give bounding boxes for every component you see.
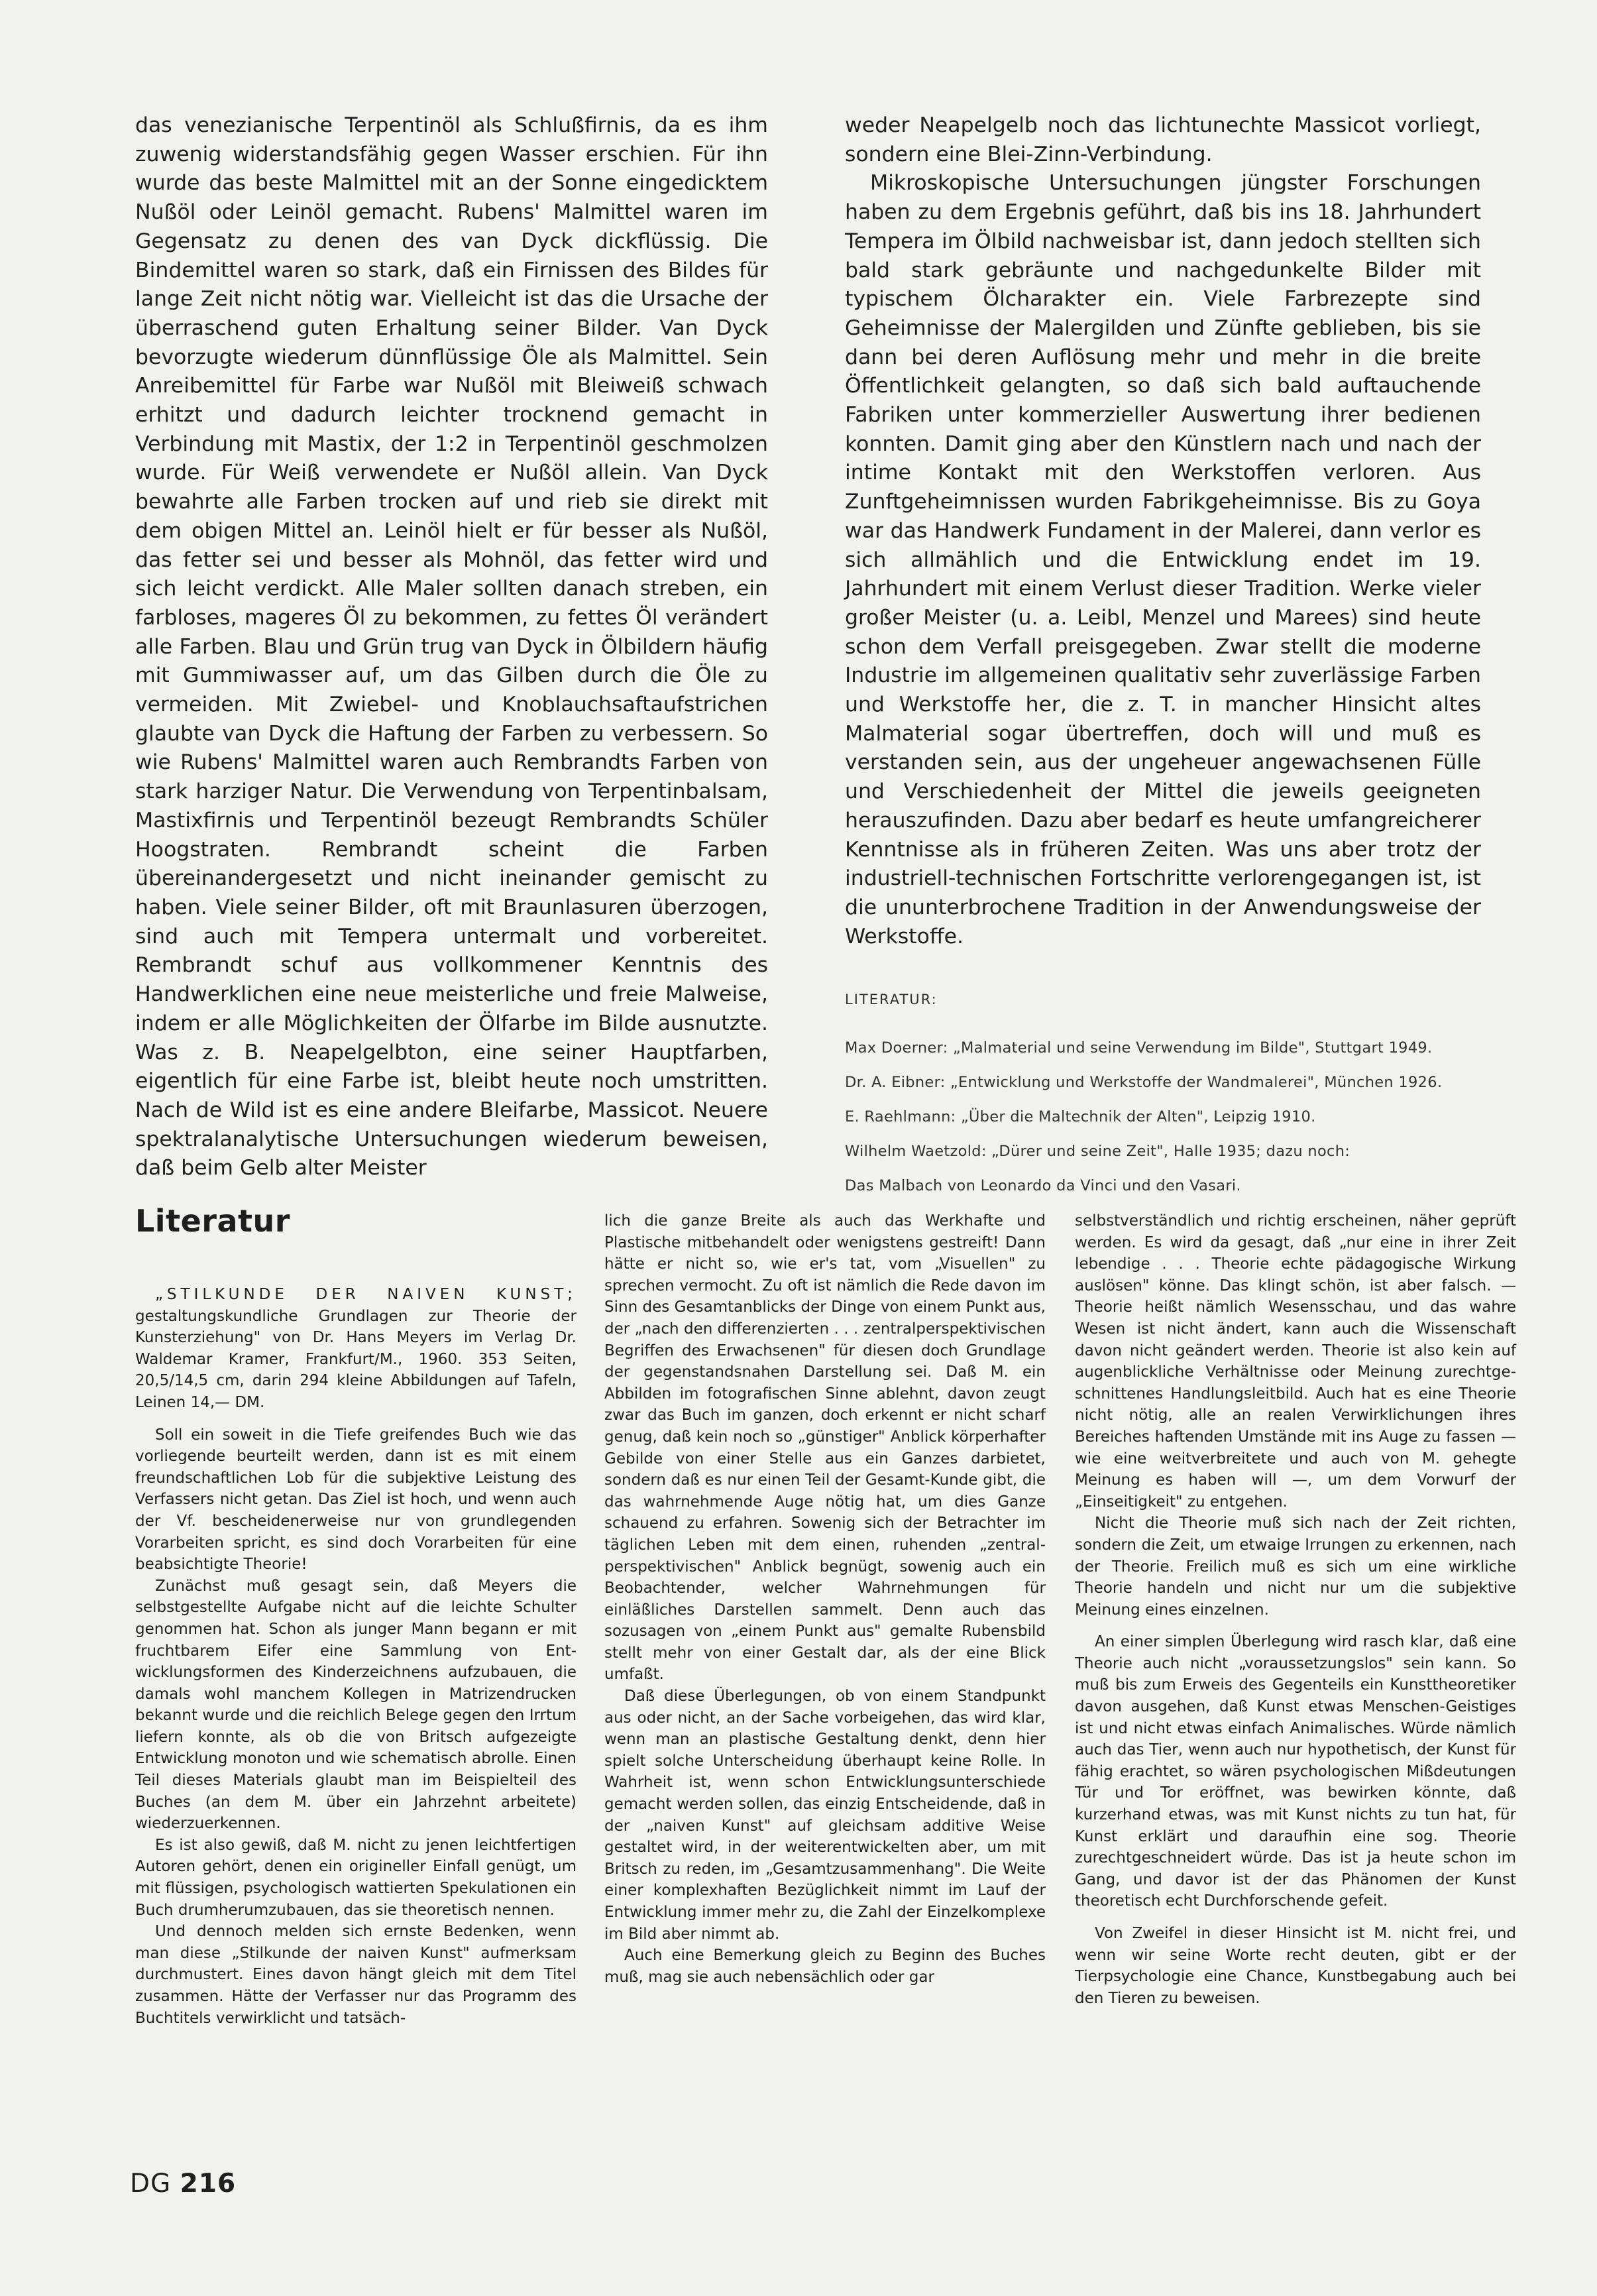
review-paragraph: Von Zweifel in dieser Hinsicht ist M. nicht frei, und wenn wir seine Worte recht deuten, gibt er der Tierpsychologie eine Chance, Kunstbegabung auch bei den Tieren zu beweisen.	[1075, 1925, 1516, 2007]
page-footer	[130, 2169, 236, 2199]
review-paragraph: lich die ganze Breite als auch das Werkhafte und Plastische mitbehandelt oder wenigstens gestreift! Dann hätte er nicht so, wie er's tat, vom „Visuellen" zu sprechen vermocht. Zu oft ist nämlich die Rede davon im Sinn des Gesamtanblicks der Dinge von einem Punkt aus, der „nach den differenzierten . . . zentralperspektivischen Begriffen des Erwachsenen" für diesen doch Grundlage der gegenstandsnahen Darstellung sei. Daß M. ein Abbilden im fotografischen Sinne ablehnt, davon zeugt zwar das Buch im ganzen, doch erkennt er nicht scharf genug, daß kein noch so „günstiger" Anblick körperhafter Gebilde von einer Stelle aus ein Ganzes darbietet, sondern daß es nur einen Teil der Gesamt-Kunde gibt, die das wahrnehmende Auge nötig hat, um dies Ganze schauend zu erfahren. Sowenig sich der Betrachter im täglichen Leben mit dem einen, ruhenden „zentralperspektivischen" Anblick begnügt, sowenig auch ein Beobachtender, welcher Wahrnehmungen für einläßliches Darstellen sammelt. Denn auch das sozusagen von „einem Punkt aus" gemalte Rubensbild stellt mehr von einer Gestalt dar, als der eine Blick umfaßt.	[604, 1212, 1046, 1684]
page-number: 216	[180, 2169, 237, 2199]
literature-entry: Das Malbach von Leonardo da Vinci und den Vasari.	[845, 1177, 1241, 1195]
article-left-column	[135, 111, 768, 1183]
literature-heading: LITERATUR:	[845, 992, 938, 1008]
article-paragraph: Mikroskopische Untersuchungen jüngster Forschungen haben zu dem Ergebnis geführt, daß bis ins 18. Jahrhundert Tempera im Ölbild nachweisbar ist, dann jedoch stellten sich bald stark gebräunte und nachgedunkelte Bilder mit typischem Ölcharakter ein. Viele Farbrezepte sind Geheimnisse der Malergilden und Zünfte geblieben, bis sie dann bei deren Auflösung mehr und mehr in die breite Öffentlichkeit gelangten, so daß sich bald auftauchende Fabriken unter kommerzieller Auswertung ihrer bedienen konnten. Damit ging aber den Künstlern nach und nach der intime Kontakt mit den Werkstoffen verloren. Aus Zunftgeheimnissen wurden Fabrikgeheimnisse. Bis zu Goya war das Handwerk Fundament in der Malerei, dann verlor es sich allmählich und die Entwicklung endet im 19. Jahrhundert mit einem Verlust dieser Tradition. Werke vieler großer Meister (u. a. Leibl, Menzel und Marees) sind heute schon dem Verfall preisgegeben. Zwar stellt die moderne Industrie im allgemeinen qualitativ sehr zuverlässige Farben und Werkstoffe her, die z. T. in mancher Hinsicht altes Malmaterial sogar übertreffen, doch will und muß es verstanden sein, aus der ungeheuer angewachsenen Fülle und Verschiedenheit der Mittel die jeweils geeigneten herauszufinden. Dazu aber bedarf es heute umfangreicherer Kenntnisse als in früheren Zeiten. Was uns aber trotz der industriell-technischen Fortschritte verlorengegangen ist, ist die ununterbrochene Tradition in der Anwendungsweise der Werkstoffe.	[845, 171, 1481, 948]
literature-entry: Max Doerner: „Malmaterial und seine Verwendung im Bilde", Stuttgart 1949.	[845, 1039, 1433, 1057]
review-paragraph: Auch eine Bemerkung gleich zu Beginn des Buches muß, mag sie auch nebensächlich oder gar	[604, 1947, 1046, 1986]
literature-list	[845, 1031, 1481, 1203]
review-book-title: „STILKUNDE DER NAIVEN KUNST;	[155, 1286, 577, 1303]
review-column-3	[1075, 1210, 1516, 2009]
literature-entry: Wilhelm Waetzold: „Dürer und seine Zeit", Halle 1935; dazu noch:	[845, 1143, 1350, 1161]
literature-entry: E. Raehlmann: „Über die Maltechnik der Alten", Leipzig 1910.	[845, 1108, 1316, 1126]
review-paragraph: Nicht die Theorie muß sich nach der Zeit richten, sondern die Zeit, um etwaige Irrungen zu erkennen, nach der Theorie. Freilich muß es sich um eine wirkliche Theorie handeln und nicht nur um die subjektive Meinung eines einzelnen.	[1075, 1515, 1516, 1619]
review-paragraph: Soll ein soweit in die Tiefe greifendes Buch wie das vorliegende beurteilt werden, dann ist es mit einem freundschaftlichen Lob für die subjektive Leistung des Verfassers nicht getan. Das Ziel ist hoch, und wenn auch der Vf. bescheidenerweise nur von grundlegenden Vorarbeiten spricht, es sind doch Vorarbeiten für eine beabsichtigte Theorie!	[135, 1426, 577, 1574]
review-paragraph: Es ist also gewiß, daß M. nicht zu jenen leichtfertigen Autoren gehört, denen ein origineller Einfall genügt, um mit flüssigen, psychologisch wattierten Spekulationen ein Buch drumherumzubauen, das sie theoretisch nennen.	[135, 1836, 577, 1919]
article-paragraph: das venezianische Terpentinöl als Schlußfirnis, da es ihm zuwenig widerstandsfähig gegen Wasser erschien. Für ihn wurde das beste Malmittel mit an der Sonne eingedicktem Nußöl oder Leinöl gemacht. Rubens' Malmittel waren im Gegensatz zu denen des van Dyck dickflüssig. Die Bindemittel waren so stark, daß ein Firnissen des Bildes für lange Zeit nicht nötig war. Vielleicht ist das die Ursache der überraschend guten Erhaltung seiner Bilder. Van Dyck bevorzugte wiederum dünnflüssige Öle als Malmittel. Sein Anreibemittel für Farbe war Nußöl mit Bleiweiß schwach erhitzt und dadurch leichter trocknend gemacht in Verbindung mit Mastix, der 1:2 in Terpentinöl geschmolzen wurde. Für Weiß verwendete er Nußöl allein. Van Dyck bewahrte alle Farben trocken auf und rieb sie direkt mit dem obigen Mittel an. Leinöl hielt er für besser als Nußöl, das fetter sei und besser als Mohnöl, das fetter wird und sich leicht verdickt. Alle Maler sollten danach streben, ein farbloses, mageres Öl zu bekommen, zu fettes Öl verändert alle Farben. Blau und Grün trug van Dyck in Ölbildern häufig mit Gummiwasser auf, um das Gilben durch die Öle zu vermeiden. Mit Zwiebel- und Knoblauchsaftaufstrichen glaubte van Dyck die Haftung der Farben zu verbessern. So wie Rubens' Malmittel waren auch Rembrandts Farben von stark harziger Natur. Die Verwendung von Terpentinbalsam, Mastixfirnis und Terpentinöl bezeugt Rembrandts Schüler Hoogstraten. Rembrandt scheint die Farben übereinandergesetzt und nicht ineinander gemischt zu haben. Viele seiner Bilder, oft mit Braunlasuren überzogen, sind auch mit Tempera untermalt und vorbereitet. Rembrandt schuf aus vollkommener Kenntnis des Handwerklichen eine neue meisterliche und freie Malweise, indem er alle Möglichkeiten der Ölfarbe im Bilde ausnutzte. Was z. B. Neapelgelbton, eine seiner Hauptfarben, eigentlich für eine Farbe ist, bleibt heute noch umstritten. Nach de Wild ist es eine andere Bleifarbe, Massicot. Neuere spektralanalytische Untersuchungen wiederum beweisen, daß beim Gelb alter Meister	[135, 113, 768, 1180]
review-column-1	[135, 1284, 577, 2029]
review-book-entry	[135, 1284, 577, 1414]
review-column-2	[604, 1210, 1046, 1988]
review-paragraph: Und dennoch melden sich ernste Bedenken, wenn man diese „Stilkunde der naiven Kunst" aufmerksam durchmustert. Eines davon hängt gleich mit dem Titel zusammen. Hätte der Verfasser nur das Programm des Buchtitels verwirklicht und tatsäch-	[135, 1923, 577, 2027]
review-paragraph: Zunächst muß gesagt sein, daß Meyers die selbstgestellte Aufgabe nicht auf die leichte Schulter genommen hat. Schon als junger Mann begann er mit fruchtbarem Eifer eine Sammlung von Entwicklungsformen des Kinderzeichnens aufzubauen, die damals wohl manchem Kollegen in Matrizendrucken bekannt wurde und die reichlich Belege gegen den Irrtum liefern konnte, als ob die von Britsch aufgezeigte Entwicklung monoton und wie schematisch abrolle. Einen Teil dieses Materials glaubt man im Beispielteil des Buches (an dem M. über ein Jahrzehnt arbeitete) wiederzuerkennen.	[135, 1577, 577, 1833]
article-paragraph: weder Neapelgelb noch das lichtunechte Massicot vorliegt, sondern eine Blei-Zinn-Verbindung.	[845, 113, 1481, 166]
review-book-info: gestaltungskundliche Grundlagen zur Theorie der Kunsterziehung" von Dr. Hans Meyers im Verlag Dr. Waldemar Kramer, Frankfurt/M., 1960. 353 Seiten, 20,5/14,5 cm, darin 294 kleine Abbildungen auf Tafeln, Leinen 14,— DM.	[135, 1307, 577, 1411]
review-paragraph: selbstverständlich und richtig erscheinen, näher geprüft werden. Es wird da gesagt, daß „nur eine in ihrer Zeit lebendige . . . Theorie echte pädagogische Wirkung auslösen" könne. Das klingt schön, ist aber falsch. — Theorie heißt nämlich Wesensschau, und das wahre Wesen ist nicht ändert, kann auch die Wissenschaft davon nicht geändert werden. Theorie ist also kein auf augenblickliche Verhältnisse oder Meinung zurechtgeschnittenes Handlungsleitbild. Auch hat es eine Theorie nicht nötig, alle an realen Verwirklichungen ihres Bereiches haftenden Umstände mit ins Auge zu fassen — wie eine weitverbreitete und auch von M. gehegte Meinung es haben will —, um dem Vorwurf der „Einseitigkeit" zu entgehen.	[1075, 1212, 1516, 1511]
footer-prefix: DG	[130, 2169, 172, 2199]
review-paragraph: Daß diese Überlegungen, ob von einem Standpunkt aus oder nicht, an der Sache vorbeigehen, das wird klar, wenn man an plastische Gestaltung denkt, denn hier spielt solche Unterscheidung überhaupt keine Rolle. In Wahrheit ist, wenn schon Entwicklungsunterschiede gemacht werden sollen, das einzig Entscheidende, daß in der „naiven Kunst" auf gleichsam additive Weise gestaltet wird, in der weiterentwickelten aber, um mit Britsch zu reden, im „Gesamtzusammenhang". Die Weite einer komplexhaften Bezüglichkeit nimmt im Lauf der Entwicklung immer mehr zu, die Zahl der Einzelkomplexe im Bild aber nimmt ab.	[604, 1688, 1046, 1943]
review-paragraph: An einer simplen Überlegung wird rasch klar, daß eine Theorie auch nicht „voraussetzungslos" sein kann. So muß bis zum Erweis des Gegenteils ein Kunsttheoretiker davon ausgehen, daß Kunst etwas Menschen-Geistiges ist und nicht etwas einfach Animalisches. Würde nämlich auch das Tier, wenn auch nur hypothetisch, der Kunst für fähig erachtet, so wären psychologischen Mißdeutungen Tür und Tor eröffnet, was bewirken könnte, daß kurzerhand etwas, was mit Kunst nichts zu tun hat, für Kunst erklärt und daraufhin eine sog. Theorie zurechtgeschneidert würde. Das ist ja heute schon im Gang, und davor ist der das Phänomen der Kunst theoretisch echt Durchforschende gefeit.	[1075, 1633, 1516, 1910]
literature-entry: Dr. A. Eibner: „Entwicklung und Werkstoffe der Wandmalerei", München 1926.	[845, 1074, 1443, 1092]
article-right-column	[845, 111, 1481, 1203]
review-section-title: Literatur	[135, 1203, 290, 1239]
